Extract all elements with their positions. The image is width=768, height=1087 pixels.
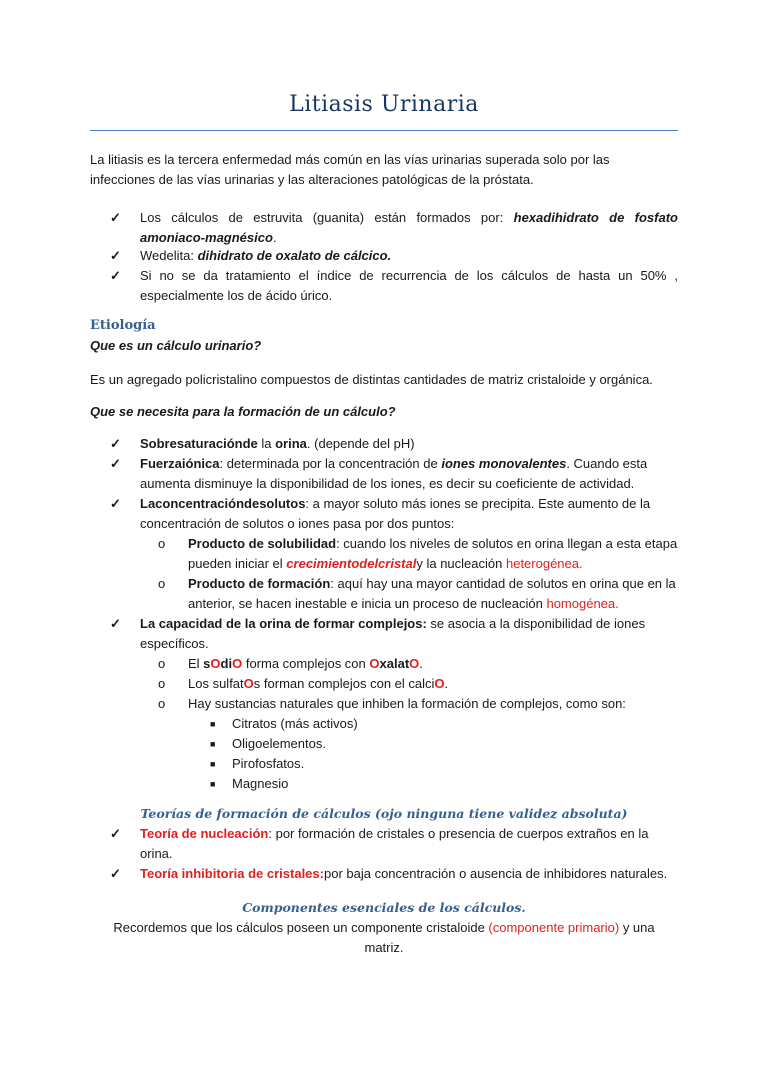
sub-sub-list-item: ■ Citratos (más activos): [210, 714, 678, 734]
circle-bullet-icon: o: [158, 576, 166, 591]
question-heading: Que se necesita para la formación de un cálculo?: [90, 404, 396, 419]
title-underline: [90, 130, 678, 131]
square-bullet-icon: ■: [210, 759, 216, 769]
sub-list-item: o El sOdiO forma complejos con OxalatO.: [158, 654, 678, 674]
check-icon: ✓: [110, 826, 121, 841]
intro-paragraph: La litiasis es la tercera enfermedad más común en las vías urinarias superada solo por las infecciones de las vías urinarias y las alteraciones patológicas de la próstata.: [90, 152, 610, 187]
check-icon: ✓: [110, 268, 121, 283]
list-item: ✓ Laconcentracióndesolutos: a mayor soluto más iones se precipita. Este aumento de la concentración de solutos o iones pasa por dos puntos:: [110, 496, 651, 531]
section-heading-componentes: Componentes esenciales de los cálculos.: [242, 900, 526, 915]
square-bullet-icon: ■: [210, 779, 216, 789]
question-heading: Que es un cálculo urinario?: [90, 338, 262, 353]
sub-sub-list-item: ■ Magnesio: [210, 774, 678, 794]
sub-sub-list-item: ■ Pirofosfatos.: [210, 754, 678, 774]
square-bullet-icon: ■: [210, 739, 216, 749]
answer-paragraph: Es un agregado policristalino compuestos de distintas cantidades de matriz cristaloide y orgánica.: [90, 372, 653, 387]
section-heading-etiologia: Etiología: [90, 318, 156, 333]
check-icon: ✓: [110, 616, 121, 631]
circle-bullet-icon: o: [158, 656, 166, 671]
list-item: ✓ La capacidad de la orina de formar complejos: se asocia a la disponibilidad de iones específicos.: [110, 616, 646, 651]
sub-list-item: o Hay sustancias naturales que inhiben la formación de complejos, como son:: [158, 694, 678, 714]
circle-bullet-icon: o: [158, 696, 166, 711]
list-item: ✓ Fuerzaiónica: determinada por la concentración de iones monovalentes. Cuando esta aumenta disminuye la disponibilidad de los iones, es decir su coeficiente de actividad.: [110, 456, 648, 491]
sub-list-item: o Producto de formación: aquí hay una mayor cantidad de solutos en orina que en la anterior, se hacen inestable e inicia un proceso de nucleación homogénea.: [158, 576, 676, 611]
circle-bullet-icon: o: [158, 676, 166, 691]
componentes-paragraph: Recordemos que los cálculos poseen un componente cristaloide (componente primario) y una matriz.: [113, 920, 655, 955]
section-heading-teorias: Teorías de formación de cálculos (ojo ninguna tiene validez absoluta): [140, 806, 628, 821]
sub-list-item: o Los sulfatOs forman complejos con el calciO.: [158, 674, 678, 694]
list-item: ✓ Teoría inhibitoria de cristales:por baja concentración o ausencia de inhibidores naturales.: [110, 864, 678, 884]
list-item: ✓ Sobresaturaciónde la orina. (depende del pH): [110, 434, 678, 454]
list-item: ✓ Teoría de nucleación: por formación de cristales o presencia de cuerpos extraños en la orina.: [110, 826, 649, 861]
check-icon: ✓: [110, 456, 121, 471]
check-icon: ✓: [110, 436, 121, 451]
sub-sub-list-item: ■ Oligoelementos.: [210, 734, 678, 754]
circle-bullet-icon: o: [158, 536, 166, 551]
check-icon: ✓: [110, 866, 121, 881]
list-item: ✓ Wedelita: dihidrato de oxalato de cálcico.: [110, 246, 678, 266]
sub-list-item: o Producto de solubilidad: cuando los niveles de solutos en orina llegan a esta etapa pueden iniciar el crecimientodelcristaly la nucleación heterogénea.: [158, 536, 678, 571]
list-item: ✓ Si no se da tratamiento el índice de recurrencia de los cálculos de hasta un 50% , especialmente los de ácido úrico.: [110, 268, 678, 303]
check-icon: ✓: [110, 248, 121, 263]
square-bullet-icon: ■: [210, 719, 216, 729]
check-icon: ✓: [110, 496, 121, 511]
list-item: ✓ Los cálculos de estruvita (guanita) están formados por: hexadihidrato de fosfato amoniaco-magnésico.: [110, 210, 678, 245]
page-title: Litiasis Urinaria: [289, 92, 479, 117]
check-icon: ✓: [110, 210, 121, 225]
